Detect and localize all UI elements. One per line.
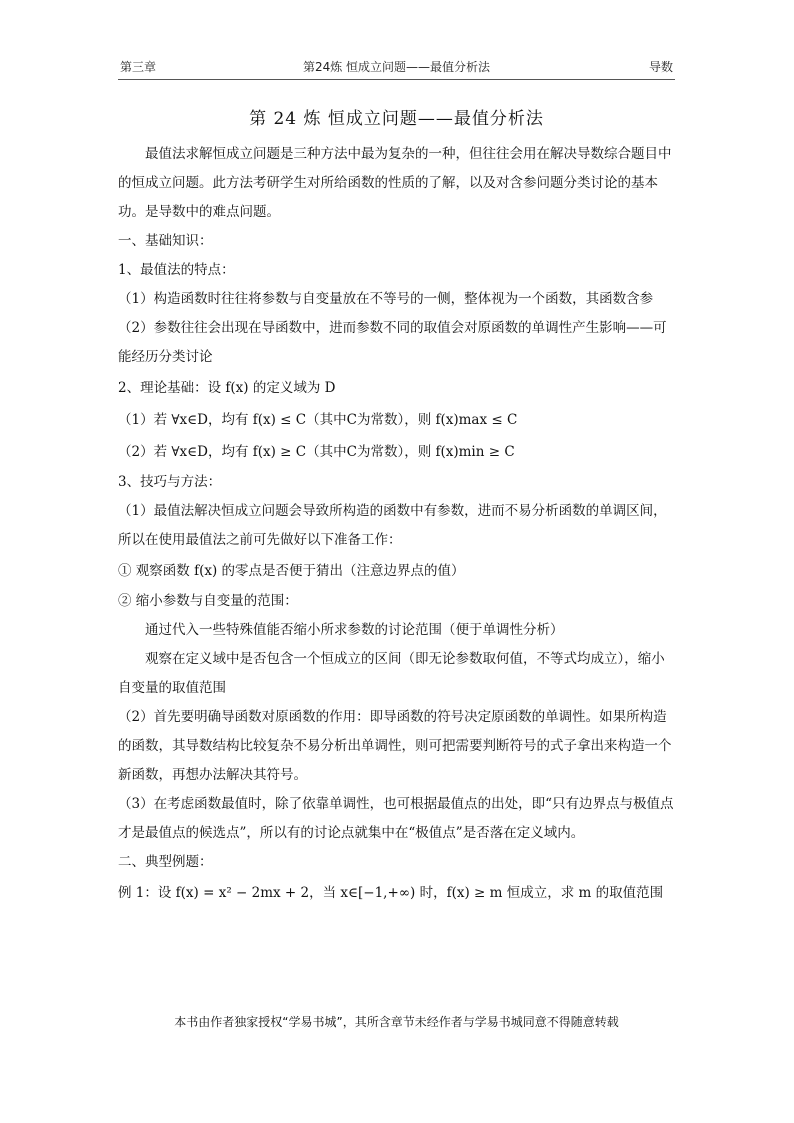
sub3-point2a: 通过代入一些特殊值能否缩小所求参数的讨论范围（便于单调性分析） <box>145 622 564 638</box>
section2-heading: 二、典型例题： <box>118 854 213 870</box>
sub3-point1: ① 观察函数 f(x) 的零点是否便于猜出（注意边界点的值） <box>118 563 465 579</box>
header-subject: 导数 <box>648 60 673 74</box>
sub3-item3: （3）在考虑函数最值时，除了依靠单调性，也可根据最值点的出处，即“只有边界点与极值点才是最值点的候选点”，所以有的讨论点就集中在“极值点”是否落在定义域内。 <box>118 796 674 841</box>
header-chapter: 第三章 <box>120 60 157 74</box>
sub3-item1: （1）最值法解决恒成立问题会导致所构造的函数中有参数，进而不易分析函数的单调区间，所以在使用最值法之前可先做好以下准备工作： <box>118 503 667 548</box>
example1: 例 1：设 f(x) = x² − 2mx + 2，当 x∈[−1,+∞) 时，f(x) ≥ m 恒成立，求 m 的取值范围 <box>118 885 664 901</box>
copyright-footer: 本书由作者独家授权“学易书城”，其所含章节未经作者与学易书城同意不得随意转载 <box>174 1015 619 1029</box>
sub1-heading: 1、最值法的特点： <box>118 262 235 278</box>
header-lesson-title: 第24炼 恒成立问题——最值分析法 <box>302 60 491 74</box>
sub2-heading: 2、理论基础：设 f(x) 的定义域为 D <box>118 380 336 396</box>
sub3-heading: 3、技巧与方法： <box>118 474 222 490</box>
document-body <box>118 140 675 909</box>
sub3-item2: （2）首先要明确导函数对原函数的作用：即导函数的符号决定原函数的单调性。如果所构造的函数，其导数结构比较复杂不易分析出单调性，则可把需要判断符号的式子拿出来构造一个新函数，再想办法解决其符号。 <box>118 709 672 783</box>
page-title: 第 24 炼 恒成立问题——最值分析法 <box>249 109 544 129</box>
header-divider <box>118 79 675 80</box>
intro-paragraph: 最值法求解恒成立问题是三种方法中最为复杂的一种，但往往会用在解决导数综合题目中的恒成立问题。此方法考研学生对所给函数的性质的了解，以及对含参问题分类讨论的基本功。是导数中的难点问题。 <box>118 146 672 220</box>
sub1-item2: （2）参数往往会出现在导函数中，进而参数不同的取值会对原函数的单调性产生影响——可能经历分类讨论 <box>118 320 667 365</box>
section1-heading: 一、基础知识： <box>118 233 213 249</box>
sub3-point2: ② 缩小参数与自变量的范围： <box>118 593 298 609</box>
sub3-point2b: 观察在定义域中是否包含一个恒成立的区间（即无论参数取何值，不等式均成立），缩小自变量的取值范围 <box>118 651 665 696</box>
sub2-item1: （1）若 ∀x∈D，均有 f(x) ≤ C（其中C为常数），则 f(x)max ≤ C <box>118 412 518 428</box>
sub1-item1: （1）构造函数时往往将参数与自变量放在不等号的一侧，整体视为一个函数，其函数含参 <box>118 291 654 307</box>
page-header <box>120 58 673 74</box>
sub2-item2: （2）若 ∀x∈D，均有 f(x) ≥ C（其中C为常数），则 f(x)min ≥ C <box>118 444 515 460</box>
